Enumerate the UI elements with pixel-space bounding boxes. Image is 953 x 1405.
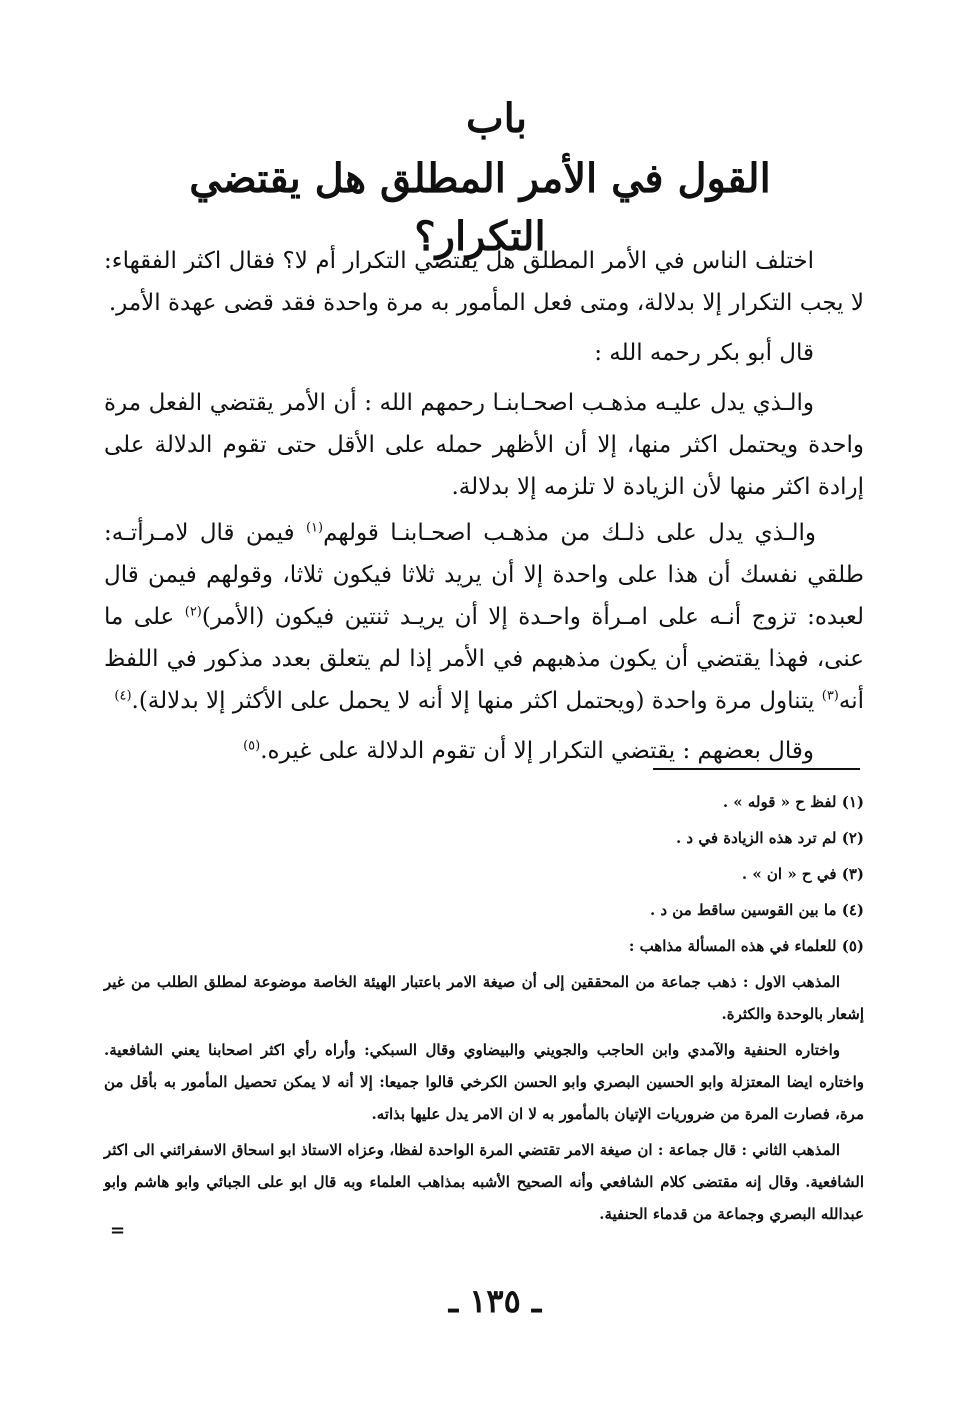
footnote-paragraph: واختاره الحنفية والآمدي وابن الحاجب والجويني والبيضاوي وقال السبكي: وأراه رأي اكثر اصحابنا يعني الشافعية. واختاره ايضا المعتزلة وابو الحسين البصري وابو الحسن الكرخي قالوا جميعا: إلا أنه لا يمكن تحصيل المأمور به بأقل من مرة، فصارت المرة من ضروريات الإتيان بالمأمور به لا ان الامر يدل عليها بذاته. [104, 1041, 864, 1123]
footnotes [104, 784, 864, 964]
text-run: والـذي يدل على ذلـك من مذهـب اصحـابنـا قولهم [323, 520, 816, 546]
main-text [104, 240, 864, 780]
footnote-ref: (٤) [114, 688, 132, 704]
text-run: وقال بعضهم : يقتضي التكرار إلا أن تقوم الدلالة على غيره. [260, 738, 814, 764]
paragraph: قال أبو بكر رحمه الله : [594, 340, 814, 366]
footnote-separator [653, 768, 860, 770]
footnote: (١) لفظ ح « قوله » . [722, 793, 864, 811]
footnote-ref: (٥) [243, 738, 261, 754]
paragraph: اختلف الناس في الأمر المطلق هل يقتضي التكرار أم لا؟ فقال اكثر الفقهاء: لا يجب التكرار إلا بدلالة، ومتى فعل المأمور به مرة واحدة فقد قضى عهدة الأمر. [104, 248, 864, 316]
paragraph [104, 512, 864, 722]
footnote: (٥) للعلماء في هذه المسألة مذاهب : [628, 937, 864, 955]
footnote: (٢) لم ترد هذه الزيادة في د . [675, 829, 864, 847]
paragraph: والـذي يدل عليـه مذهـب اصحـابنـا رحمهم الله : أن الأمر يقتضي الفعل مرة واحدة ويحتمل اكثر منها، إلا أن الأظهر حمله على الأقل حتى تقوم الدلالة على إرادة اكثر منها لأن الزيادة لا تلزمه إلا بدلالة. [104, 390, 864, 500]
chapter-title: القول في الأمر المطلق هل يقتضي التكرار؟ [189, 155, 771, 260]
continuation-mark: = [110, 1220, 126, 1241]
text-run: على ما عنى، فهذا يقتضي أن يكون مذهبهم في الأمر إذا لم يتعلق بعدد مذكور في اللفظ أنه [104, 604, 864, 714]
text-run: فيمن قال لامـرأتـه: طلقي نفسك أن هذا على واحدة إلا أن يريد ثلاثا فيكون ثلاثا، وقولهم فيمن قال لعبده: تزوج أنـه على امـرأة واحـدة إلا أن يريـد ثنتين فيكون (الأمر) [104, 520, 864, 630]
footnote: (٤) ما بين القوسين ساقط من د . [649, 901, 864, 919]
footnote-paragraph: المذهب الثاني : قال جماعة : ان صيغة الامر تقتضي المرة الواحدة لفظا، وعزاه الاستاذ ابو اسحاق الاسفرائني الى اكثر الشافعية. وقال إنه مقتضى كلام الشافعي وأنه الصحيح الأشبه بمذاهب العلماء وبه قال ابو على الجبائي وابو هاشم وابو عبدالله البصري وجماعة من قدماء الحنفية. [104, 1141, 864, 1223]
footnote-paragraph: المذهب الاول : ذهب جماعة من المحققين إلى أن صيغة الامر باعتبار الهيئة الخاصة موضوعة لمطلق الطلب من غير إشعار بالوحدة والكثرة. [104, 973, 864, 1023]
text-run: يتناول مرة واحدة (ويحتمل اكثر منها إلا أنه لا يحمل على الأكثر إلا بدلالة). [131, 688, 822, 714]
chapter-label: باب [466, 95, 527, 142]
footnote-ref: (٣) [821, 688, 839, 704]
footnote-details [104, 966, 864, 1234]
paragraph [104, 730, 864, 772]
footnote: (٣) في ح « ان » . [741, 865, 864, 883]
footnote-ref: (١) [305, 520, 324, 536]
page-number: ـ ١٣٥ ـ [448, 1282, 542, 1320]
footnote-ref: (٢) [184, 604, 202, 620]
